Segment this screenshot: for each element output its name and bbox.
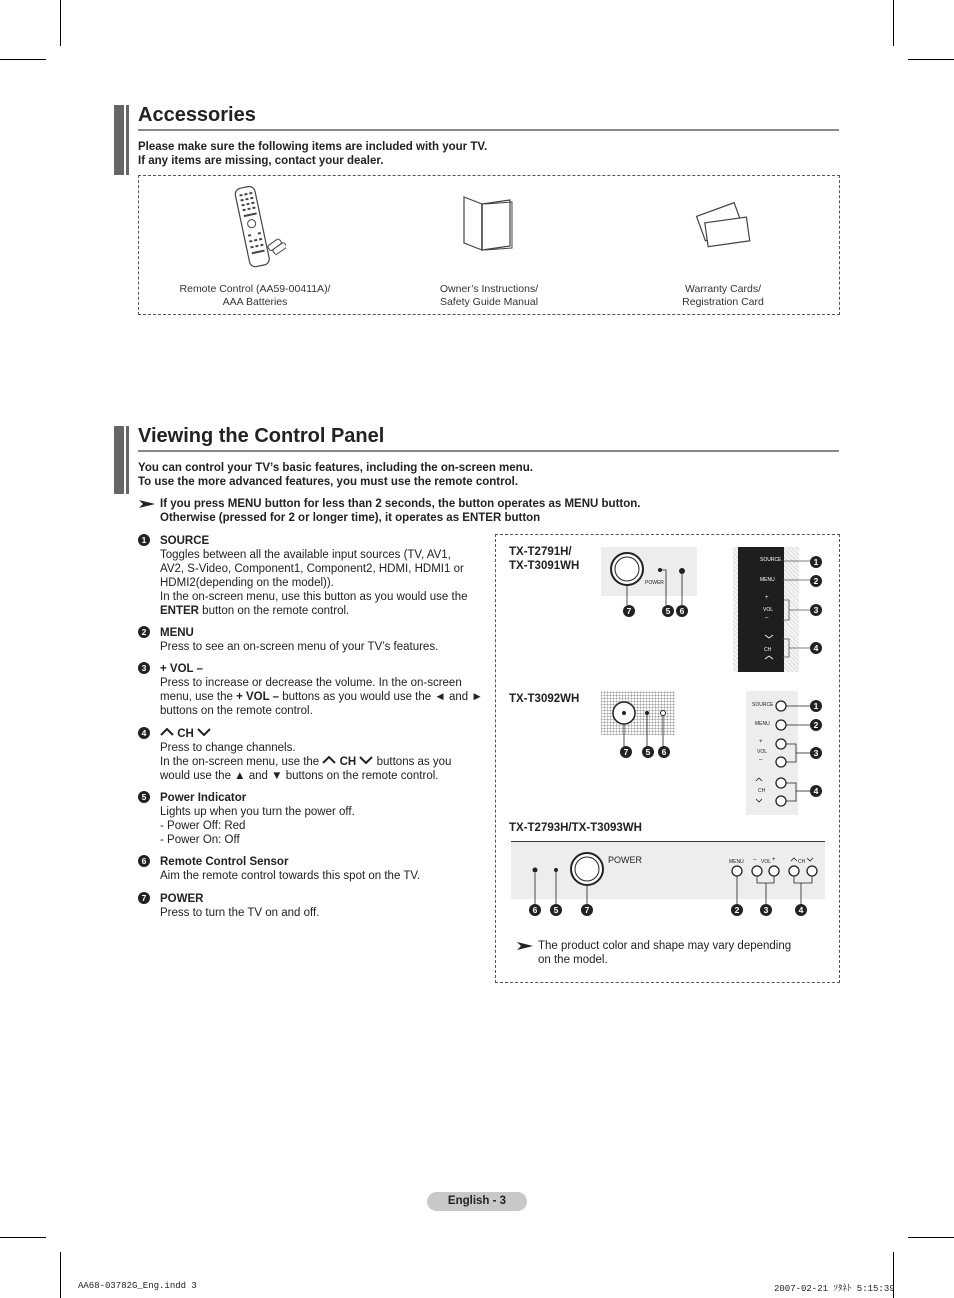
callout-2: 2 <box>810 575 822 587</box>
callout-1: 1 <box>810 700 822 712</box>
bottom-minus-label: – <box>753 857 757 863</box>
side-menu-label: MENU <box>755 721 770 727</box>
callout-5: 5 <box>642 746 654 758</box>
side-ch-label: CH <box>764 647 772 653</box>
section-bar <box>126 426 129 494</box>
crop-mark <box>60 1252 61 1298</box>
callout-4: 4 <box>810 642 822 654</box>
bottom-menu-label: MENU <box>729 859 744 865</box>
crop-mark <box>908 59 954 60</box>
callout-5: 5 <box>550 904 562 916</box>
side-minus-label: – <box>759 757 763 763</box>
callout-3: 3 <box>810 604 822 616</box>
side-plus-label: + <box>765 595 769 601</box>
callout-2: 2 <box>731 904 743 916</box>
side-minus-label: – <box>765 615 769 621</box>
control-panel-intro: You can control your TV’s basic features, including the on-screen menu. To use the more advanced features, you must use the remote control. <box>138 462 533 488</box>
side-plus-label: + <box>759 739 763 745</box>
callout-4: 4 <box>810 785 822 797</box>
side-vol-label: VOL <box>757 749 768 755</box>
power-label-big: POWER <box>608 855 643 865</box>
control-item-source: 1 SOURCE Toggles between all the available input sources (TV, AV1, AV2, S-Video, Component1, Component2, HDMI, HDMI1 or HDMI2(depending on the model)). In the on-screen menu, use this button as you would use the ENTER button on the remote control. <box>138 534 488 618</box>
callout-3: 3 <box>810 747 822 759</box>
chevron-down-icon <box>197 728 211 736</box>
control-item-power: 7 POWER Press to turn the TV on and off. <box>138 892 488 920</box>
side-source-label: SOURCE <box>760 557 782 563</box>
chevron-up-icon <box>160 728 174 736</box>
crop-mark <box>908 1237 954 1238</box>
bottom-ch-label: CH <box>798 859 806 865</box>
product-footnote: The product color and shape may vary depending on the model. <box>538 940 792 966</box>
control-panel-title: Viewing the Control Panel <box>138 425 385 447</box>
side-vol-label: VOL <box>763 607 774 613</box>
section-bar <box>114 105 124 175</box>
section-bar <box>114 426 124 494</box>
callout-1: 1 <box>810 556 822 568</box>
bottom-vol-label: VOL <box>761 859 772 865</box>
accessory-caption: Remote Control (AA59-00411A)/ AAA Batteries <box>179 283 331 308</box>
callout-4: 4 <box>795 904 807 916</box>
chevron-down-icon <box>359 756 373 764</box>
side-menu-label: MENU <box>760 577 775 583</box>
control-item-volume: 3 + VOL – Press to increase or decrease the volume. In the on-screen menu, use the + VOL – buttons as you would use the ◄ and ► buttons on the remote control. <box>138 662 498 718</box>
accessories-title: Accessories <box>138 104 256 126</box>
menu-note: If you press MENU button for less than 2 seconds, the button operates as MENU button. Otherwise (pressed for 2 or longer time), it operates as ENTER button <box>160 498 641 524</box>
side-ch-label: CH <box>758 788 766 794</box>
crop-mark <box>0 1237 46 1238</box>
callout-7: 7 <box>623 605 635 617</box>
callout-6: 6 <box>658 746 670 758</box>
crop-mark <box>893 0 894 46</box>
control-item-menu: 2 MENU Press to see an on-screen menu of your TV’s features. <box>138 626 488 654</box>
callout-7: 7 <box>620 746 632 758</box>
control-item-power-indicator: 5 Power Indicator Lights up when you turn the power off. - Power Off: Red - Power On: Off <box>138 791 488 847</box>
model-label: TX-T2791H/ TX-T3091WH <box>509 546 580 572</box>
file-name: AA68-03782G_Eng.indd 3 <box>78 1281 197 1291</box>
accessory-caption: Warranty Cards/ Registration Card <box>682 283 764 308</box>
model-label: TX-T2793H/TX-T3093WH <box>509 822 642 834</box>
page-number-label: English - 3 <box>427 1192 527 1211</box>
accessories-intro: Please make sure the following items are included with your TV. If any items are missing, contact your dealer. <box>138 141 488 167</box>
manual-icon <box>460 194 516 254</box>
side-source-label: SOURCE <box>752 702 774 708</box>
title-rule <box>138 129 839 131</box>
timestamp: 2007-02-21 ｿﾀﾈﾄ 5:15:39 <box>774 1284 895 1294</box>
control-item-remote-sensor: 6 Remote Control Sensor Aim the remote control towards this spot on the TV. <box>138 855 488 883</box>
callout-7: 7 <box>581 904 593 916</box>
section-bar <box>126 105 129 175</box>
chevron-up-icon <box>322 756 336 764</box>
callout-5: 5 <box>662 605 674 617</box>
power-label-small: POWER <box>645 580 664 586</box>
callout-6: 6 <box>676 605 688 617</box>
accessory-caption: Owner’s Instructions/ Safety Guide Manual <box>439 283 539 308</box>
model-label: TX-T3092WH <box>509 693 580 705</box>
warranty-card-icon <box>694 198 752 250</box>
crop-mark <box>60 0 61 46</box>
callout-6: 6 <box>529 904 541 916</box>
remote-control-icon <box>230 183 286 269</box>
bottom-panel-diagram <box>511 841 825 911</box>
callout-3: 3 <box>760 904 772 916</box>
control-item-channel: 4 CH Press to change channels. In the on-screen menu, use the CH buttons as you would use the ▲ and ▼ buttons on the remote control. <box>138 727 488 783</box>
callout-2: 2 <box>810 719 822 731</box>
arrow-note-icon <box>516 941 534 951</box>
bottom-plus-label: + <box>772 857 776 863</box>
arrow-note-icon <box>138 499 156 509</box>
title-rule <box>138 450 839 452</box>
crop-mark <box>0 59 46 60</box>
